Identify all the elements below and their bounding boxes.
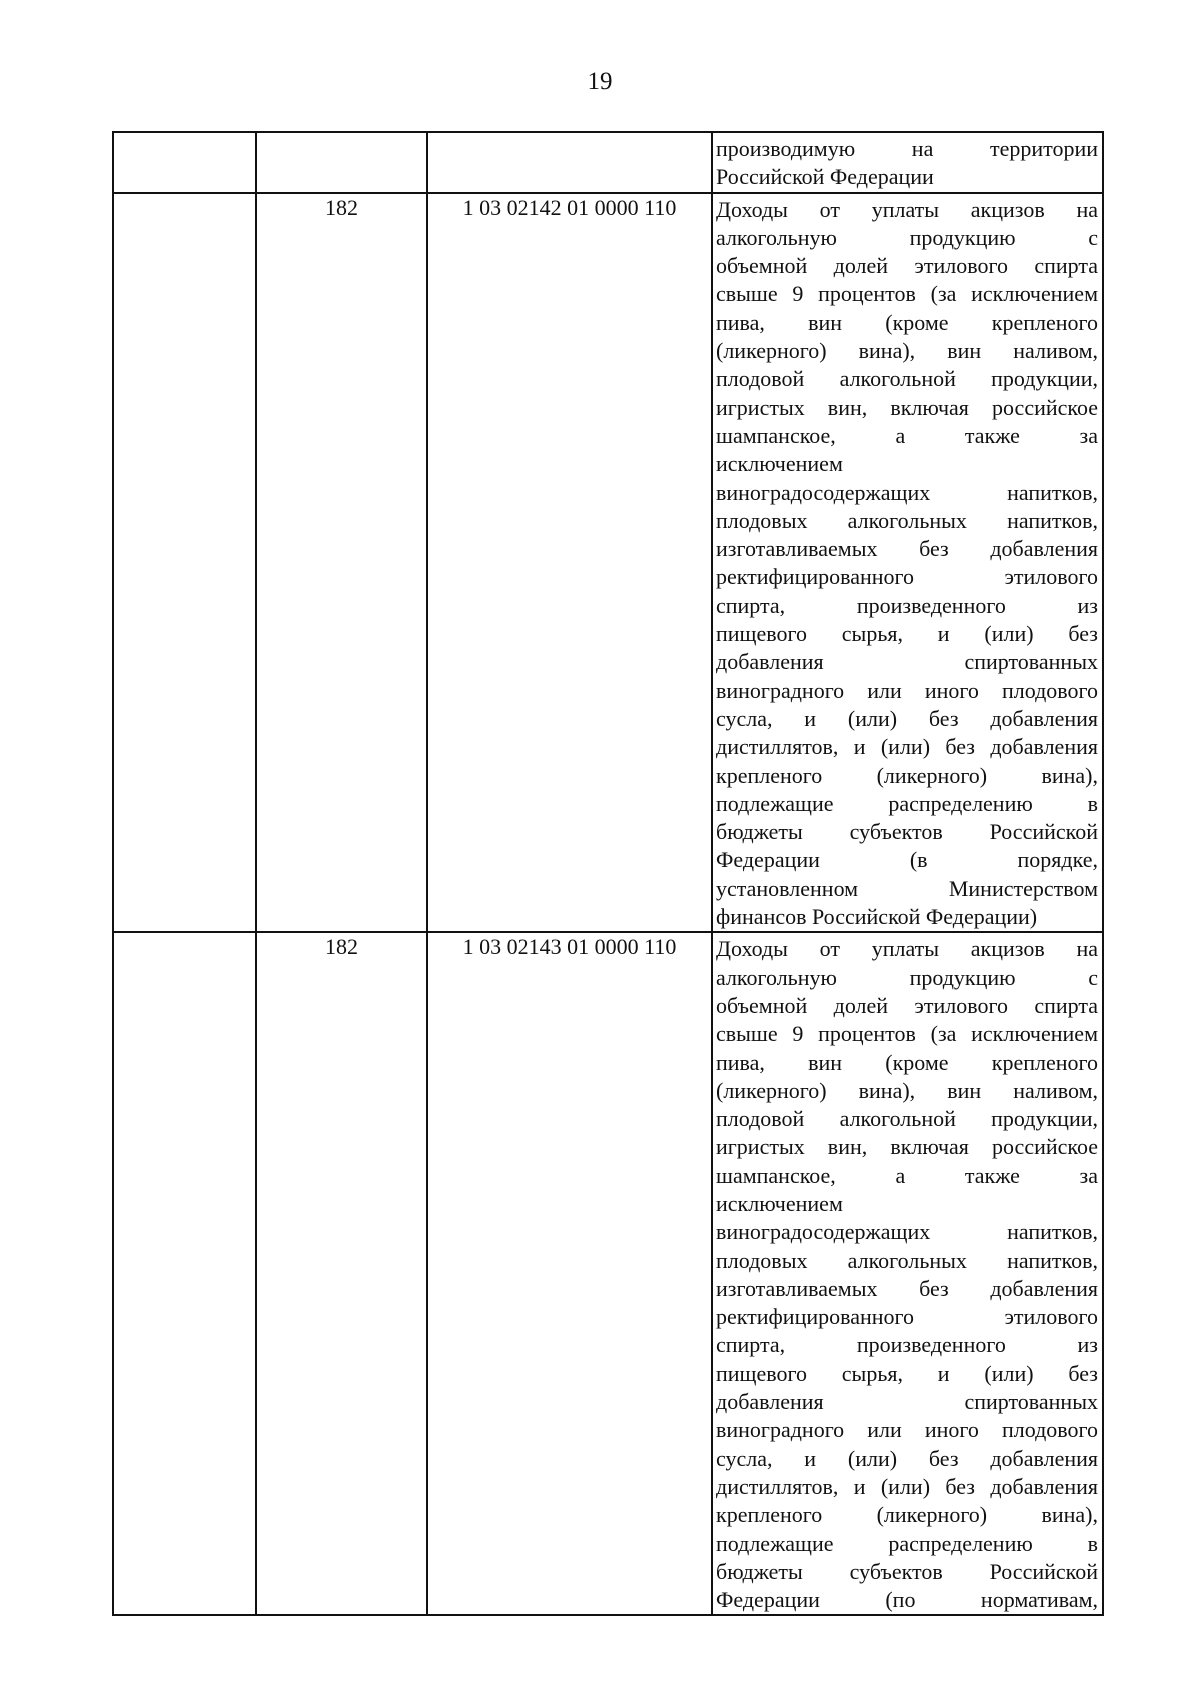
description-line: Федерации (в порядке, xyxy=(716,847,1098,873)
description-line: ректифицированного этилового xyxy=(716,564,1098,590)
description-line: плодовой алкогольной продукции, xyxy=(716,1106,1098,1132)
description-line: свыше 9 процентов (за исключением xyxy=(716,281,1098,307)
description-line: дистиллятов, и (или) без добавления xyxy=(716,734,1098,760)
description-line: (ликерного) вина), вин наливом, xyxy=(716,1077,1098,1103)
description-line: объемной долей этилового спирта xyxy=(716,992,1098,1018)
description-cell xyxy=(712,932,1103,1615)
description-line: игристых вин, включая российское xyxy=(716,1134,1098,1160)
description-line: крепленого (ликерного) вина), xyxy=(716,1502,1098,1528)
kbk-code-cell xyxy=(427,132,712,193)
description-line: установленном Министерством xyxy=(716,875,1098,901)
description-line: бюджеты субъектов Российской xyxy=(716,1558,1098,1584)
description-line: свыше 9 процентов (за исключением xyxy=(716,1021,1098,1047)
revenue-codes-table xyxy=(112,131,1104,1616)
description-line: изготавливаемых без добавления xyxy=(716,536,1098,562)
description-line: исключением xyxy=(716,451,843,477)
description-line: объемной долей этилового спирта xyxy=(716,253,1098,279)
table-row xyxy=(113,193,1103,933)
description-line: пива, вин (кроме крепленого xyxy=(716,1049,1098,1075)
admin-code-cell: 182 xyxy=(256,193,427,933)
description-line: подлежащие распределению в xyxy=(716,1530,1098,1556)
description-line: плодовых алкогольных напитков, xyxy=(716,507,1098,533)
description-line: ректифицированного этилового xyxy=(716,1304,1098,1330)
description-line: виноградосодержащих напитков, xyxy=(716,1219,1098,1245)
description-line: сусла, и (или) без добавления xyxy=(716,1445,1098,1471)
description-line: Федерации (по нормативам, xyxy=(716,1587,1098,1613)
description-line: подлежащие распределению в xyxy=(716,790,1098,816)
description-line: добавления спиртованных xyxy=(716,649,1098,675)
description-line: Доходы от уплаты акцизов на xyxy=(716,936,1098,962)
description-line: спирта, произведенного из xyxy=(716,592,1098,618)
description-line: пищевого сырья, и (или) без xyxy=(716,1360,1098,1386)
description-line: крепленого (ликерного) вина), xyxy=(716,762,1098,788)
description-line: виноградного или иного плодового xyxy=(716,1417,1098,1443)
empty-cell xyxy=(113,193,256,933)
page-number: 19 xyxy=(587,68,613,95)
description-line: дистиллятов, и (или) без добавления xyxy=(716,1473,1098,1499)
description-line: виноградосодержащих напитков, xyxy=(716,479,1098,505)
description-line: алкогольную продукцию с xyxy=(716,964,1098,990)
description-line: производимую на территории xyxy=(716,136,1098,161)
description-line: плодовой алкогольной продукции, xyxy=(716,366,1098,392)
description-line: изготавливаемых без добавления xyxy=(716,1275,1098,1301)
admin-code-cell: 182 xyxy=(256,932,427,1615)
description-line: бюджеты субъектов Российской xyxy=(716,819,1098,845)
table-row xyxy=(113,132,1103,193)
description-line: исключением xyxy=(716,1190,843,1216)
description-line: игристых вин, включая российское xyxy=(716,394,1098,420)
description-line: Доходы от уплаты акцизов на xyxy=(716,196,1098,222)
description-line: (ликерного) вина), вин наливом, xyxy=(716,338,1098,364)
description-cell xyxy=(712,193,1103,933)
kbk-code-cell: 1 03 02142 01 0000 110 xyxy=(427,193,712,933)
description-line: спирта, произведенного из xyxy=(716,1332,1098,1358)
description-line: пива, вин (кроме крепленого xyxy=(716,309,1098,335)
description-line: шампанское, а также за xyxy=(716,1162,1098,1188)
description-line: виноградного или иного плодового xyxy=(716,677,1098,703)
kbk-code-cell: 1 03 02143 01 0000 110 xyxy=(427,932,712,1615)
description-line: пищевого сырья, и (или) без xyxy=(716,621,1098,647)
description-line: алкогольную продукцию с xyxy=(716,224,1098,250)
table-row xyxy=(113,932,1103,1615)
description-line: плодовых алкогольных напитков, xyxy=(716,1247,1098,1273)
description-line: сусла, и (или) без добавления xyxy=(716,705,1098,731)
description-line: финансов Российской Федерации) xyxy=(716,904,1038,930)
empty-cell xyxy=(113,132,256,193)
empty-cell xyxy=(113,932,256,1615)
admin-code-cell xyxy=(256,132,427,193)
description-line: шампанское, а также за xyxy=(716,422,1098,448)
description-line: Российской Федерации xyxy=(716,164,934,190)
description-cell xyxy=(712,132,1103,193)
description-line: добавления спиртованных xyxy=(716,1389,1098,1415)
